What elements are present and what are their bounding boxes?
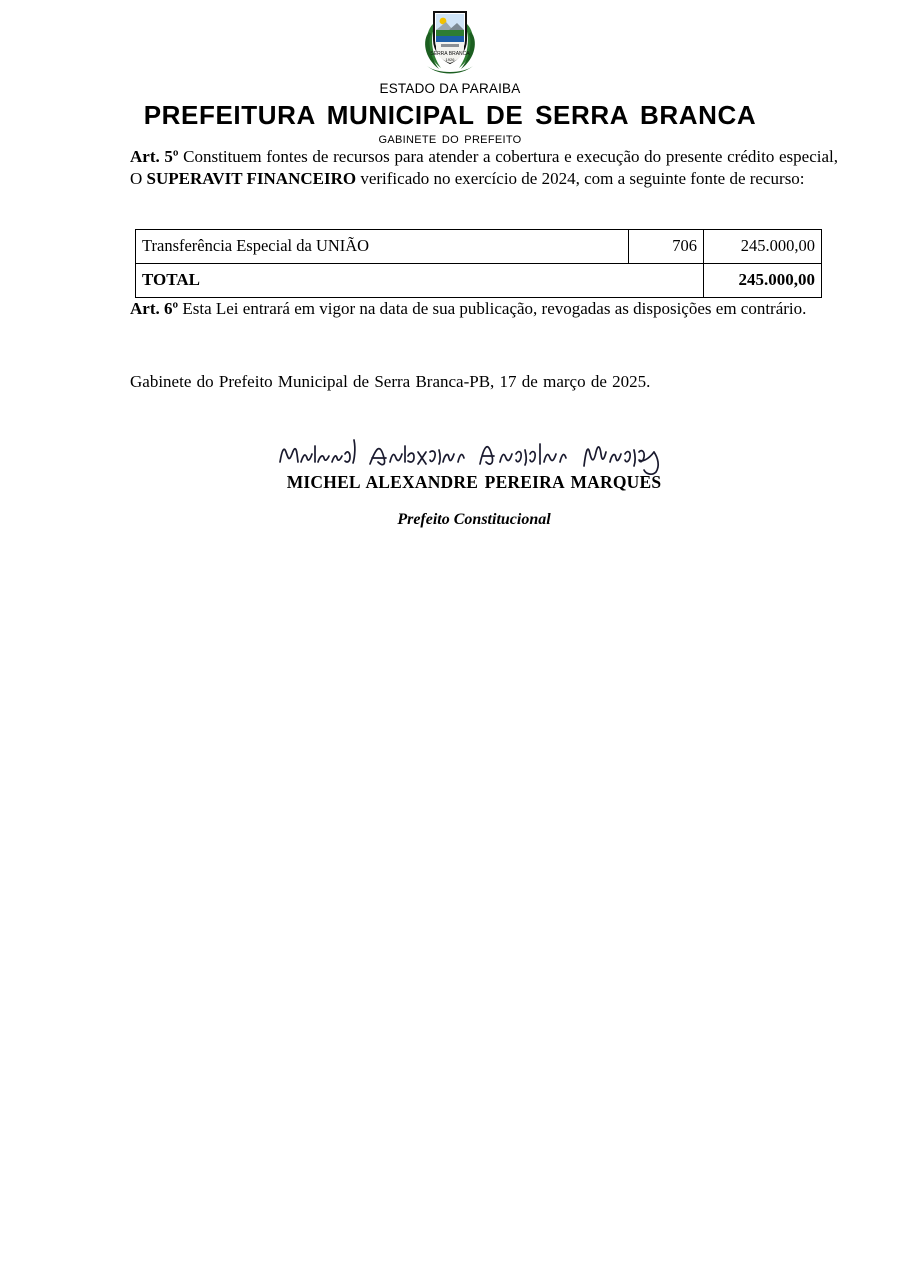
article-6-paragraph	[130, 298, 838, 320]
document-body	[130, 146, 838, 529]
state-line: ESTADO DA PARAIBA	[379, 81, 521, 96]
row-value: 245.000,00	[704, 229, 822, 263]
row-description: Transferência Especial da UNIÃO	[136, 229, 629, 263]
office-subtitle: GABINETE DO PREFEITO	[378, 134, 522, 146]
total-code	[629, 263, 704, 297]
svg-text:SERRA BRANCA: SERRA BRANCA	[430, 51, 470, 57]
document-header	[0, 0, 900, 146]
coat-of-arms-icon	[419, 6, 481, 78]
article-5-emphasis: SUPERAVIT FINANCEIRO	[146, 169, 357, 189]
signature-block	[120, 432, 828, 529]
article-5-paragraph	[130, 146, 838, 191]
signer-name: MICHEL ALEXANDRE PEREIRA MARQUES	[286, 472, 662, 493]
resources-table	[135, 229, 822, 298]
article-5-text-part1: Constituem fontes de recursos para atender a cobertura e execução do presente crédito especial, O	[130, 147, 838, 189]
total-label: TOTAL	[136, 263, 629, 297]
city-hall-title: PREFEITURA MUNICIPAL DE SERRA BRANCA	[143, 100, 757, 130]
signer-role: Prefeito Constitucional	[397, 511, 551, 529]
table-total-row	[136, 263, 822, 297]
resources-table-wrapper	[130, 229, 838, 298]
total-value: 245.000,00	[704, 263, 822, 297]
article-6-text: Esta Lei entrará em vigor na data de sua publicação, revogadas as disposições em contrário.	[178, 298, 807, 318]
article-6-label: Art. 6º	[130, 298, 179, 318]
table-row	[136, 229, 822, 263]
svg-text:1926: 1926	[445, 57, 455, 62]
article-5-text-part2: verificado no exercício de 2024, com a seguinte fonte de recurso:	[356, 169, 805, 189]
article-5-label: Art. 5º	[130, 147, 179, 166]
place-and-date: Gabinete do Prefeito Municipal de Serra Branca-PB, 17 de março de 2025.	[130, 372, 651, 392]
row-code: 706	[629, 229, 704, 263]
